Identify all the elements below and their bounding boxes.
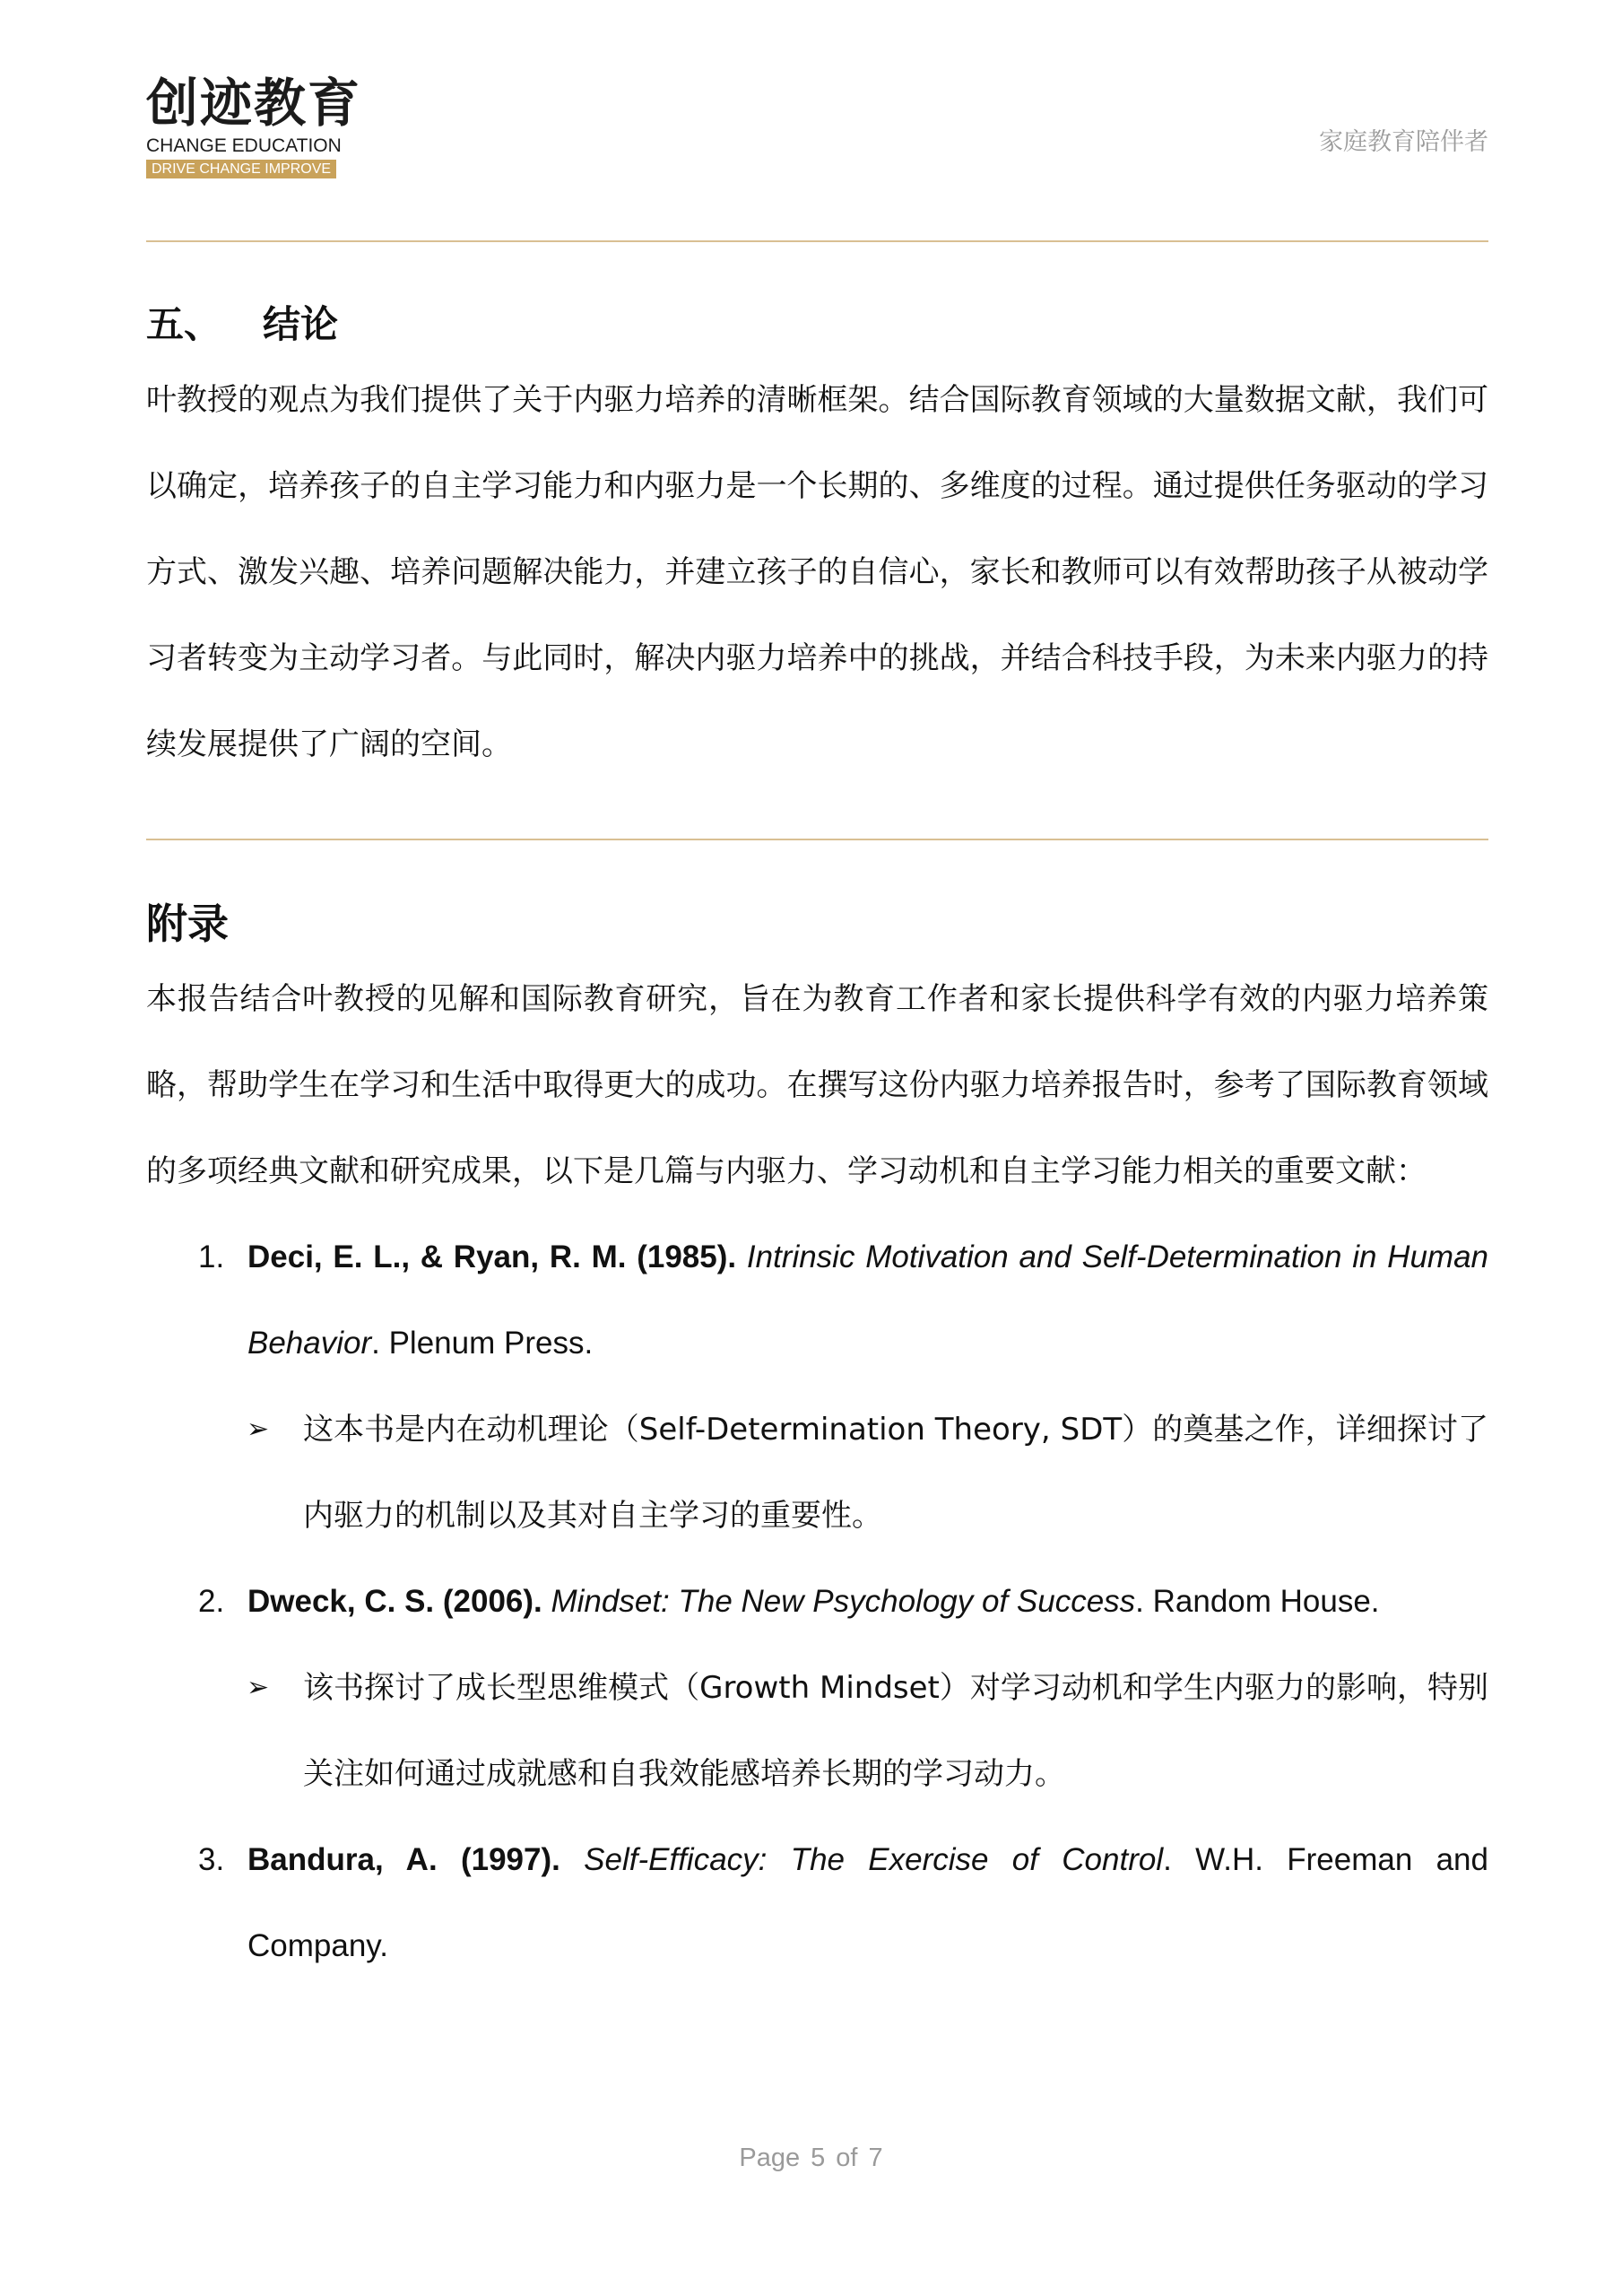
footer-page-word: Page (739, 2144, 801, 2172)
logo-english-name: CHANGE EDUCATION (146, 135, 342, 156)
reference-authors: Bandura, A. (1997). (247, 1842, 560, 1877)
arrow-bullet-icon: ➢ (247, 1672, 270, 1703)
header-divider (146, 240, 1488, 242)
footer-current-page: 5 (811, 2144, 826, 2172)
arrow-bullet-icon: ➢ (247, 1413, 270, 1445)
reference-title: Mindset: The New Psychology of Success (551, 1584, 1136, 1619)
reference-number: 2. (198, 1584, 225, 1619)
reference-publisher: . Random House. (1135, 1584, 1380, 1619)
reference-number: 1. (198, 1239, 225, 1274)
reference-note (146, 1387, 1488, 1559)
page-footer (0, 2144, 1622, 2173)
logo-chinese-name: 创迹教育 (146, 73, 362, 134)
reference-item (146, 1214, 1488, 1387)
reference-note-text: 这本书是内在动机理论（Self-Determination Theory, SDT）的奠基之作，详细探讨了内驱力的机制以及其对自主学习的重要性。 (303, 1412, 1488, 1534)
section-appendix (146, 897, 1488, 1989)
reference-number: 3. (198, 1842, 225, 1877)
section-heading (146, 298, 1488, 352)
section-number: 五、 (146, 302, 222, 346)
conclusion-paragraph: 叶教授的观点为我们提供了关于内驱力培养的清晰框架。结合国际教育领域的大量数据文献，我们可以确定，培养孩子的自主学习能力和内驱力是一个长期的、多维度的过程。通过提供任务驱动的学习方式、激发兴趣、培养问题解决能力，并建立孩子的自信心，家长和教师可以有效帮助孩子从被动学习者转变为主动学习者。与此同时，解决内驱力培养中的挑战，并结合科技手段，为未来内驱力的持续发展提供了广阔的空间。 (146, 382, 1488, 762)
section-divider (146, 839, 1488, 840)
reference-title: Intrinsic Motivation and Self-Determination in Human Behavior (247, 1239, 1489, 1361)
appendix-heading: 附录 (146, 900, 229, 948)
logo-tagline: DRIVE CHANGE IMPROVE (146, 160, 336, 178)
reference-publisher: . Plenum Press. (371, 1326, 594, 1361)
reference-authors: Deci, E. L., & Ryan, R. M. (1985). (247, 1239, 737, 1274)
reference-item (146, 1559, 1488, 1645)
reference-note-text: 该书探讨了成长型思维模式（Growth Mindset）对学习动机和学生内驱力的影响，特别关注如何通过成就感和自我效能感培养长期的学习动力。 (303, 1670, 1488, 1792)
reference-authors: Dweck, C. S. (2006). (247, 1584, 542, 1619)
section-conclusion (146, 298, 1488, 787)
company-logo (146, 73, 362, 178)
appendix-paragraph: 本报告结合叶教授的见解和国际教育研究，旨在为教育工作者和家长提供科学有效的内驱力培养策略，帮助学生在学习和生活中取得更大的成功。在撰写这份内驱力培养报告时，参考了国际教育领域的多项经典文献和研究成果，以下是几篇与内驱力、学习动机和自主学习能力相关的重要文献： (146, 981, 1488, 1189)
header-slogan: 家庭教育陪伴者 (1319, 128, 1488, 156)
reference-title: Self-Efficacy: The Exercise of Control (584, 1842, 1164, 1877)
reference-item (146, 1817, 1488, 1989)
reference-note (146, 1645, 1488, 1817)
section-title: 结论 (263, 302, 339, 346)
footer-of-word: of (836, 2144, 858, 2172)
footer-total-pages: 7 (868, 2144, 883, 2172)
reference-publisher: . W.H. Freeman and Company. (247, 1842, 1488, 1963)
